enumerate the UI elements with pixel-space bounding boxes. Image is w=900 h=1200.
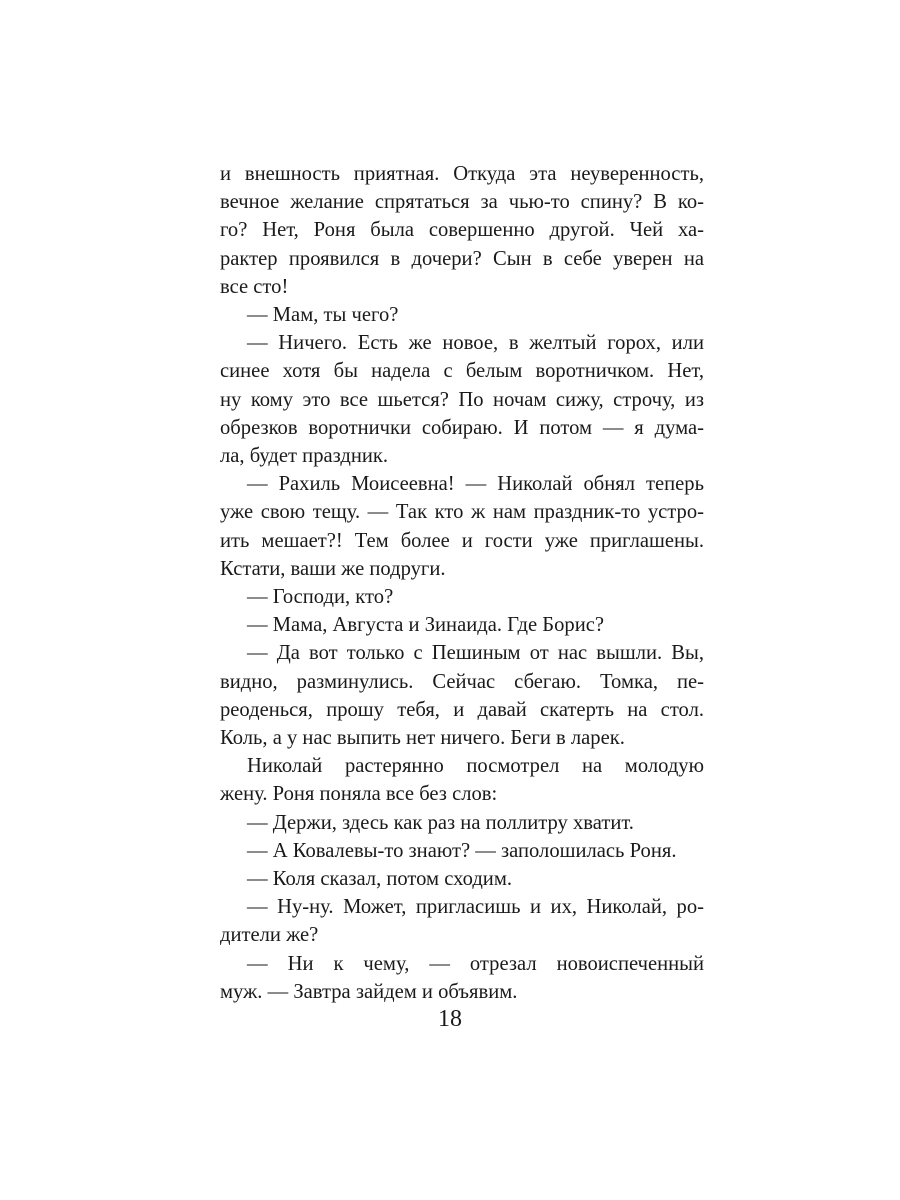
text-line: жену. Роня поняла все без слов: <box>220 783 498 806</box>
text-line: — Да вот только с Пешиным от нас вышли. Вы, <box>247 642 704 665</box>
book-page-text <box>220 160 704 1006</box>
text-line: — Мам, ты чего? <box>247 304 399 327</box>
text-line: видно, разминулись. Сейчас сбегаю. Томка, пе- <box>220 670 704 693</box>
text-line: Николай растерянно посмотрел на молодую <box>247 755 704 778</box>
page-number: 18 <box>438 1006 462 1032</box>
text-line: Коль, а у нас выпить нет ничего. Беги в ларек. <box>220 727 625 750</box>
text-line: вечное желание спрятаться за чью-то спину? В ко- <box>220 191 704 214</box>
text-line: — Мама, Августа и Зинаида. Где Борис? <box>247 614 604 637</box>
text-line: все сто! <box>220 275 289 298</box>
text-line: обрезков воротнички собираю. И потом — я дума- <box>220 416 704 439</box>
text-line: рактер проявился в дочери? Сын в себе уверен на <box>220 247 704 270</box>
text-line: ну кому это все шьется? По ночам сижу, строчу, из <box>220 388 704 411</box>
text-line: — Коля сказал, потом сходим. <box>247 868 513 891</box>
text-line: — Господи, кто? <box>247 586 394 609</box>
text-line: — Ничего. Есть же новое, в желтый горох, или <box>247 332 704 355</box>
text-line: дители же? <box>220 924 319 947</box>
text-line: — Держи, здесь как раз на поллитру хватит. <box>247 811 634 834</box>
text-line: — Ни к чему, — отрезал новоиспеченный <box>247 952 704 975</box>
text-line: ить мешает?! Тем более и гости уже приглашены. <box>220 529 704 552</box>
text-line: го? Нет, Роня была совершенно другой. Чей ха- <box>220 219 704 242</box>
text-line: синее хотя бы надела с белым воротничком. Нет, <box>220 360 704 383</box>
text-line: Кстати, ваши же подруги. <box>220 557 446 580</box>
text-line: — Ну-ну. Может, пригласишь и их, Николай, ро- <box>247 896 704 919</box>
text-line: и внешность приятная. Откуда эта неуверенность, <box>220 163 704 185</box>
text-line: реоденься, прошу тебя, и давай скатерть на стол. <box>220 698 704 721</box>
text-line: ла, будет праздник. <box>220 445 389 468</box>
text-line: — А Ковалевы-то знают? — заполошилась Роня. <box>247 839 677 862</box>
text-line: уже свою тещу. — Так кто ж нам праздник-то устро- <box>220 501 704 524</box>
text-line: муж. — Завтра зайдем и объявим. <box>220 980 518 1003</box>
text-line: — Рахиль Моисеевна! — Николай обнял теперь <box>247 473 704 496</box>
